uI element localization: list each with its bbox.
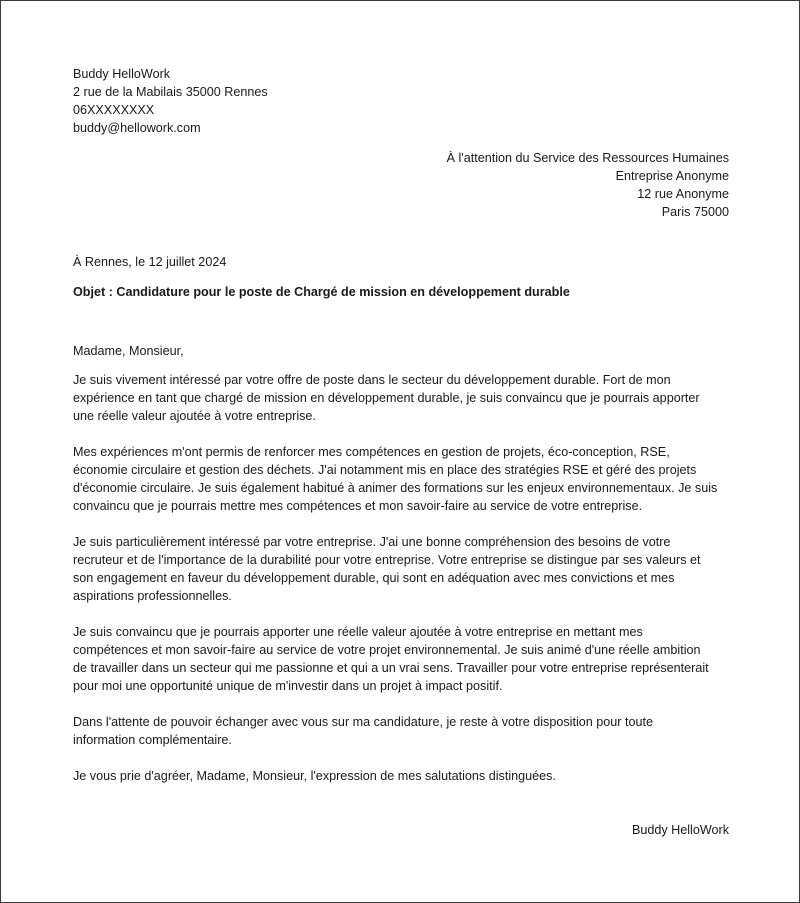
paragraph-line: Je suis convaincu que je pourrais apporter une réelle valeur ajoutée à votre entreprise en mettant mes xyxy=(73,625,643,639)
paragraph-line: information complémentaire. xyxy=(73,733,232,747)
paragraph-line: son engagement en faveur du développement durable, qui sont en adéquation avec mes convictions et mes xyxy=(73,571,675,585)
paragraph-line: Dans l'attente de pouvoir échanger avec vous sur ma candidature, je reste à votre disposition pour toute xyxy=(73,715,653,729)
recipient-street: 12 rue Anonyme xyxy=(637,187,729,201)
recipient-city: Paris 75000 xyxy=(661,205,729,219)
paragraph-line: expérience en tant que chargé de mission en développement durable, je suis convaincu que je pourrais apporter xyxy=(73,391,700,405)
sender-phone: 06XXXXXXXX xyxy=(73,103,155,117)
letter-subject: Objet : Candidature pour le poste de Chargé de mission en développement durable xyxy=(73,285,570,299)
sender-name: Buddy HelloWork xyxy=(73,67,171,81)
sender-email: buddy@hellowork.com xyxy=(73,121,201,135)
letter-greeting: Madame, Monsieur, xyxy=(73,344,184,358)
paragraph-line: de travailler dans un secteur qui me passionne et qui a un vrai sens. Travailler pour votre entreprise représenterait xyxy=(73,661,709,675)
paragraph-line: Mes expériences m'ont permis de renforcer mes compétences en gestion de projets, éco-conception, RSE, xyxy=(73,445,670,459)
body-paragraph-4 xyxy=(73,623,729,695)
body-paragraph-2 xyxy=(73,443,729,515)
letter-date: À Rennes, le 12 juillet 2024 xyxy=(73,255,227,269)
paragraph-line: recruteur et de l'importance de la durabilité pour votre entreprise. Votre entreprise se distingue par ses valeurs et xyxy=(73,553,701,567)
paragraph-line: Je suis particulièrement intéressé par votre entreprise. J'ai une bonne compréhension des besoins de votre xyxy=(73,535,671,549)
paragraph-line: aspirations professionnelles. xyxy=(73,589,232,603)
sender-block xyxy=(73,65,729,137)
paragraph-line: d'économie circulaire. Je suis également habitué à animer des formations sur les enjeux environnementaux. Je suis xyxy=(73,481,718,495)
paragraph-line: pour moi une opportunité unique de m'investir dans un projet à impact positif. xyxy=(73,679,503,693)
paragraph-line: une réelle valeur ajoutée à votre entreprise. xyxy=(73,409,316,423)
body-paragraph-5 xyxy=(73,713,729,749)
recipient-company: Entreprise Anonyme xyxy=(615,169,729,183)
paragraph-line: convaincu que je pourrais mettre mes compétences et mon savoir-faire au service de votre entreprise. xyxy=(73,499,643,513)
letter-signature: Buddy HelloWork xyxy=(631,823,729,837)
letter-closing: Je vous prie d'agréer, Madame, Monsieur, l'expression de mes salutations distinguées. xyxy=(73,769,556,783)
paragraph-line: économie circulaire et gestion des déchets. J'ai notamment mis en place des stratégies RSE et géré des projets xyxy=(73,463,697,477)
recipient-block xyxy=(73,149,729,221)
body-paragraph-3 xyxy=(73,533,729,605)
paragraph-line: Je suis vivement intéressé par votre offre de poste dans le secteur du développement durable. Fort de mon xyxy=(73,373,671,387)
paragraph-line: compétences et mon savoir-faire au service de votre projet environnemental. Je suis animé d'une réelle ambition xyxy=(73,643,701,657)
body-paragraph-1 xyxy=(73,371,729,425)
sender-address: 2 rue de la Mabilais 35000 Rennes xyxy=(73,85,268,99)
recipient-attention: À l'attention du Service des Ressources Humaines xyxy=(446,151,729,165)
